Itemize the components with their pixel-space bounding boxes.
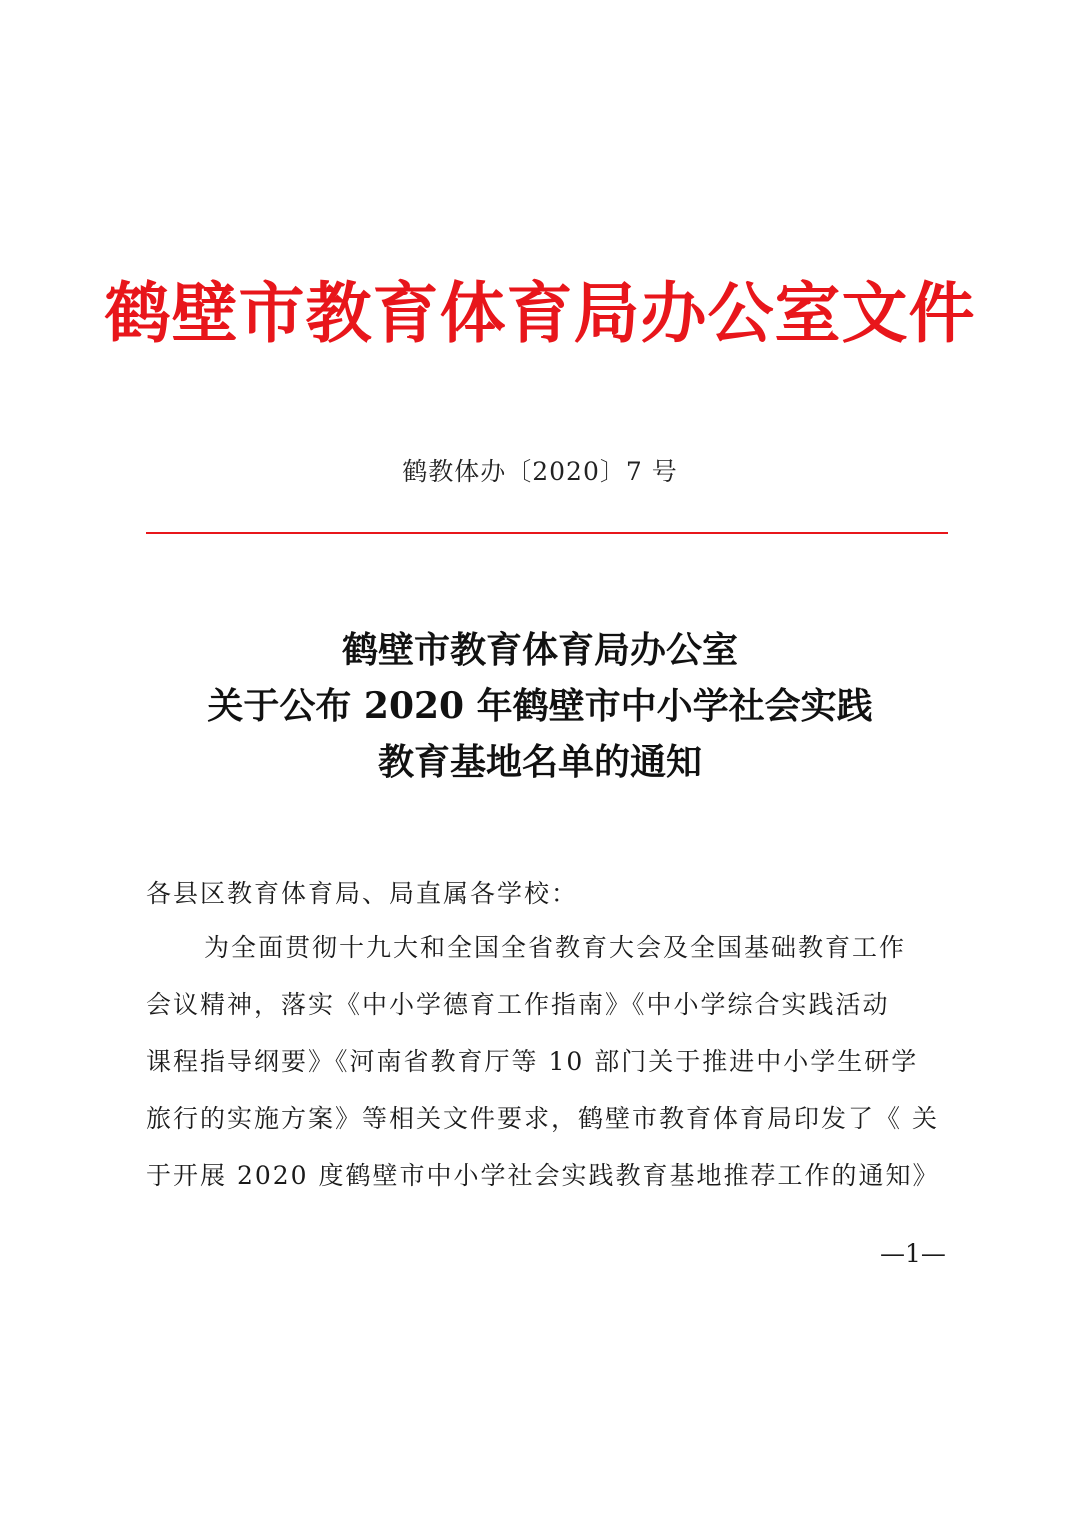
page-number: —1— — [880, 1239, 946, 1268]
body-line-5: 于开展 2020 度鹤壁市中小学社会实践教育基地推荐工作的通知》 — [146, 1161, 940, 1190]
notice-title-line-1: 鹤壁市教育体育局办公室 — [341, 629, 738, 671]
notice-title — [0, 622, 1080, 790]
body-line-3: 课程指导纲要》《河南省教育厅等 10 部门关于推进中小学生研学 — [146, 1047, 919, 1076]
notice-title-line-3: 教育基地名单的通知 — [377, 741, 702, 783]
red-divider-line — [146, 532, 948, 534]
document-number: 鹤教体办〔2020〕7 号 — [402, 457, 678, 486]
body-line-2: 会议精神，落实《中小学德育工作指南》《中小学综合实践活动 — [146, 990, 890, 1019]
office-header-title: 鹤壁市教育体育局办公室文件 — [104, 274, 976, 352]
body-line-1: 为全面贯彻十九大和全国全省教育大会及全国基础教育工作 — [204, 933, 907, 962]
notice-title-line-2: 关于公布 2020 年鹤壁市中小学社会实践 — [207, 685, 873, 727]
salutation: 各县区教育体育局、局直属各学校： — [146, 879, 579, 908]
body-paragraph — [146, 928, 966, 1213]
body-line-4: 旅行的实施方案》等相关文件要求，鹤壁市教育体育局印发了《 关 — [146, 1104, 939, 1133]
